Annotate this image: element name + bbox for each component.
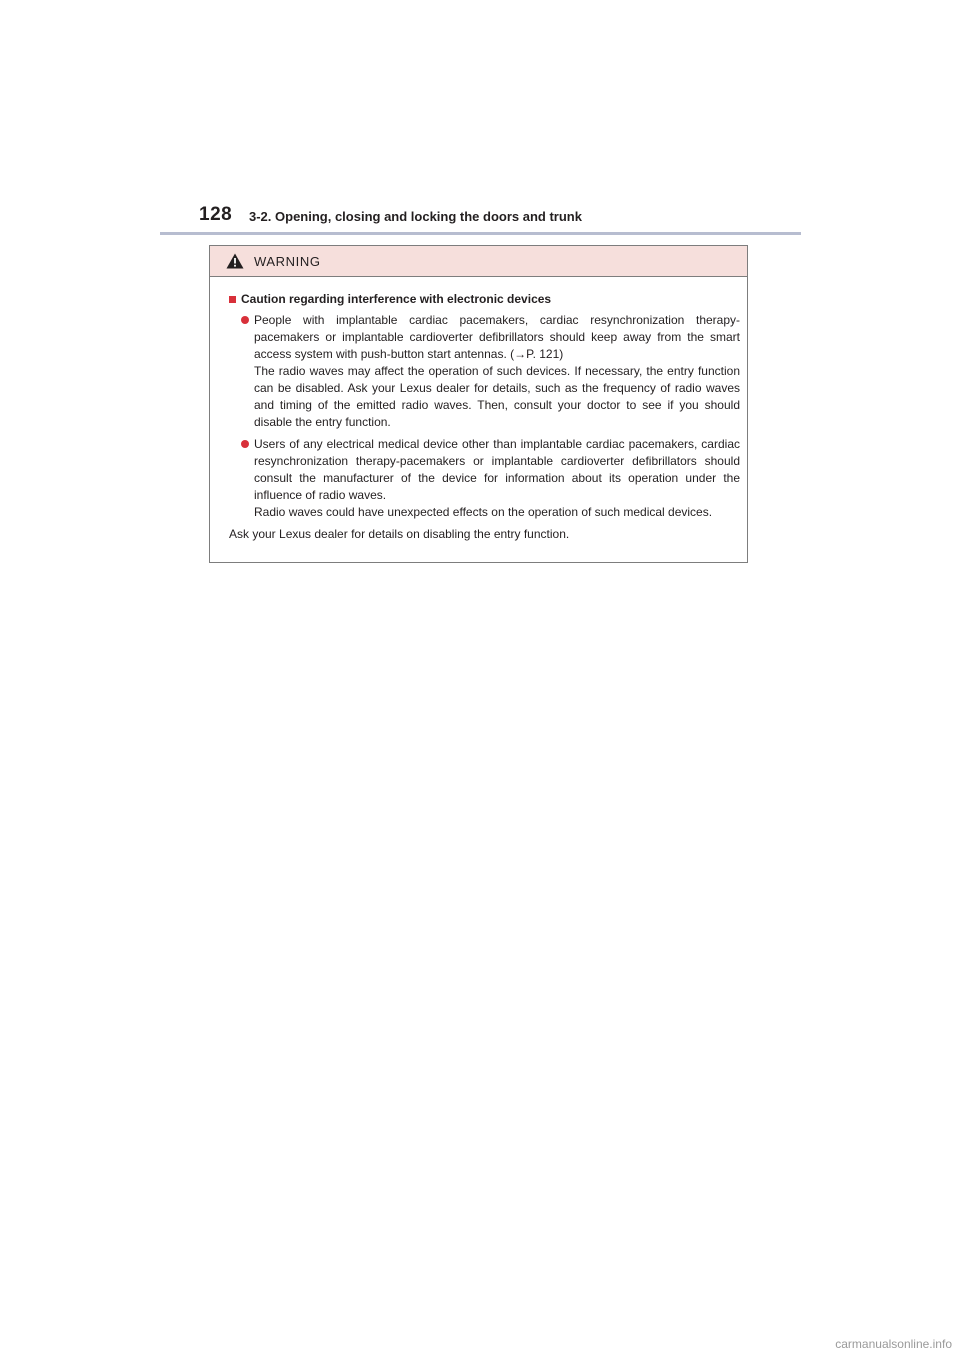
- subheading-text: Caution regarding interference with electronic devices: [241, 292, 552, 306]
- header-divider: [160, 232, 801, 235]
- footer-watermark: carmanualsonline.info: [835, 1337, 952, 1351]
- page-header: [160, 200, 801, 236]
- warning-header: [210, 246, 747, 277]
- list-item-text: [254, 312, 740, 431]
- dot-bullet-icon: [241, 316, 249, 324]
- list-item-text: [254, 436, 740, 521]
- paragraph: The radio waves may affect the operation of such devices. If necessary, the entry function can be disabled. Ask your Lexus dealer for details, such as the frequency of radio waves and timing of the emitted radio waves. Then, consult your doctor to see if you should disable the entry function.: [254, 364, 740, 429]
- paragraph: Radio waves could have unexpected effects on the operation of such medical devices.: [254, 505, 713, 519]
- warning-body: [210, 277, 747, 543]
- paragraph: People with implantable cardiac pacemakers, cardiac resynchronization therapy-pacemakers or implantable cardioverter defibrillators should keep away from the smart access system with push-button start antennas. (→P. 121): [254, 313, 740, 361]
- list-item: [241, 436, 740, 521]
- section-title: 3-2. Opening, closing and locking the doors and trunk: [249, 209, 582, 224]
- closing-note: Ask your Lexus dealer for details on disabling the entry function.: [229, 527, 570, 541]
- warning-subheading: [229, 291, 740, 308]
- page-number: 128: [199, 204, 233, 225]
- warning-label: WARNING: [254, 254, 321, 269]
- dot-bullet-icon: [241, 440, 249, 448]
- paragraph: Users of any electrical medical device other than implantable cardiac pacemakers, cardiac resynchronization therapy-pacemakers or implantable cardioverter defibrillators should consult the manufacturer of the device for information about its operation under the influence of radio waves.: [254, 437, 740, 502]
- square-bullet-icon: [229, 296, 236, 303]
- list-item: [241, 312, 740, 431]
- warning-triangle-icon: [226, 253, 244, 269]
- warning-box: [209, 245, 748, 563]
